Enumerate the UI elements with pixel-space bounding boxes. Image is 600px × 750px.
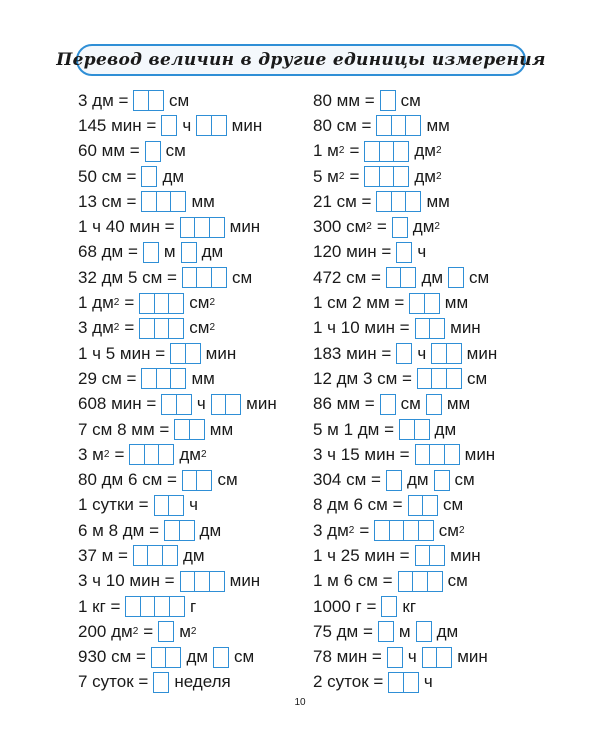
exercise-text: 1 ч 10 мин = [313,318,410,338]
answer-box[interactable] [416,621,432,642]
answer-box[interactable] [141,166,157,187]
exercise-text: 80 дм 6 см = [78,470,177,490]
exercise-row [313,316,543,341]
exercise-text: 3 дм [313,520,349,540]
answer-box[interactable] [386,470,402,491]
exercise-text: 78 мин = [313,647,382,667]
exercise-text: см [469,267,490,287]
answer-box[interactable] [180,217,225,238]
exercise-text: 1000 г = [313,596,377,616]
answer-box[interactable] [415,545,446,566]
answer-box[interactable] [448,267,464,288]
answer-cell[interactable] [176,394,192,415]
exercise-text: дм [406,470,429,490]
exercise-row [78,670,310,695]
exercise-text: 3 ч 15 мин = [313,444,410,464]
answer-box[interactable] [434,470,450,491]
answer-box[interactable] [396,242,412,263]
answer-cell[interactable] [145,141,161,162]
answer-box[interactable] [422,647,453,668]
exercise-text: = [143,621,154,641]
answer-box[interactable] [417,368,462,389]
exercise-text: мм [191,191,215,211]
exercise-text: дм [182,545,205,565]
exercise-text: 2 суток = [313,672,384,692]
answer-box[interactable] [196,115,227,136]
answer-cell[interactable] [429,545,445,566]
exercise-text: 3 ч 10 мин = [78,571,175,591]
exercise-row [313,569,543,594]
answer-box[interactable] [158,621,174,642]
exercise-row [313,670,543,695]
exercise-text: м [398,621,411,641]
exercise-text: 37 м = [78,545,128,565]
answer-box[interactable] [125,596,185,617]
exercise-text: мин [450,318,481,338]
answer-box[interactable] [139,293,184,314]
answer-box[interactable] [141,368,186,389]
exercise-row [78,543,310,568]
exercise-text: 29 см = [78,368,137,388]
exercise-text: 1 ч 40 мин = [78,217,175,237]
answer-box[interactable] [398,571,443,592]
exercise-text: 5 м 1 дм = [313,419,395,439]
answer-box[interactable] [161,394,192,415]
page-title: Перевод величин в другие единицы измерения [56,50,546,70]
exercise-text: мин [466,343,498,363]
answer-cell[interactable] [169,596,185,617]
exercise-text: мин [205,343,237,363]
answer-box[interactable] [415,318,446,339]
exercise-text: дм [434,419,457,439]
left-exercise-column [78,88,310,695]
answer-cell[interactable] [209,571,225,592]
answer-cell[interactable] [141,166,157,187]
exercise-row [78,139,310,164]
exercise-text: 13 см = [78,191,137,211]
exercise-text: мин [229,217,261,237]
answer-box[interactable] [409,293,440,314]
exercise-row [78,189,310,214]
answer-cell[interactable] [393,141,409,162]
exercise-text: 8 дм 6 см = [313,495,403,515]
exercise-text: ч [182,115,192,135]
exercise-row [313,290,543,315]
answer-box[interactable] [376,115,421,136]
exercise-text: 930 см = [78,647,146,667]
exercise-text: см [400,90,421,110]
exercise-text: см [466,368,488,388]
answer-box[interactable] [408,495,439,516]
exercise-text: 1 м [313,141,339,161]
answer-cell[interactable] [400,267,416,288]
answer-box[interactable] [396,343,412,364]
answer-cell[interactable] [143,242,159,263]
answer-box[interactable] [174,419,205,440]
answer-cell[interactable] [429,318,445,339]
exercise-text: 120 мин = [313,242,392,262]
exercise-row: 300 см 2 = дм 2 [313,217,440,237]
exercise-row [78,240,310,265]
answer-box[interactable] [182,267,227,288]
answer-cell[interactable] [161,115,177,136]
answer-cell[interactable] [386,470,402,491]
exercise-text: 32 дм 5 см = [78,267,177,287]
exercise-text: 304 см = [313,470,381,490]
exercise-row [78,214,310,239]
exercise-row: 3 м 2 = дм 2 [78,444,207,464]
exercise-text: 86 мм = [313,394,375,414]
answer-box[interactable] [426,394,442,415]
exercise-text: мм [209,419,234,439]
answer-box[interactable] [380,394,396,415]
exercise-text: 1 ч 5 мин = [78,343,166,363]
answer-cell[interactable] [158,444,174,465]
exercise-row [313,341,543,366]
exercise-row: 200 дм 2 = м 2 [78,621,197,641]
exercise-row [313,493,543,518]
exercise-row: 5 м 2 = дм 2 [313,166,442,186]
answer-cell[interactable] [436,647,452,668]
exercise-text: = [349,166,360,186]
exercise-text: мм [444,293,469,313]
exercise-text: см [400,394,421,414]
exercise-row [78,569,310,594]
exercise-text: мин [246,394,277,414]
answer-cell[interactable] [165,647,181,668]
exercise-text: 145 мин = [78,115,157,135]
exercise-text: неделя [174,672,231,692]
exercise-text: 3 м [78,444,104,464]
answer-box[interactable] [381,596,397,617]
exercise-text: 472 см = [313,267,381,287]
exercise-row [313,392,543,417]
exercise-row [313,240,543,265]
exercise-text: 3 дм [78,318,114,338]
answer-box[interactable] [364,141,409,162]
answer-cell[interactable] [168,318,184,339]
exercise-row [313,113,543,138]
exercise-text: см [454,470,475,490]
exercise-text: 60 мм = [78,141,140,161]
answer-box[interactable] [133,90,164,111]
answer-box[interactable] [133,545,178,566]
exercise-text: мм [426,191,450,211]
exercise-row: 3 дм 2 = см 2 [78,318,216,338]
answer-cell[interactable] [153,672,169,693]
exercise-text: см [438,520,459,540]
answer-cell[interactable] [405,115,421,136]
exercise-text: см [217,470,238,490]
exercise-text: 608 мин = [78,394,157,414]
answer-box[interactable] [415,444,460,465]
exercise-text: г [189,596,197,616]
exercise-text: см [168,90,190,110]
answer-cell[interactable] [434,470,450,491]
answer-box[interactable] [139,318,184,339]
answer-box[interactable] [151,647,182,668]
answer-cell[interactable] [189,419,205,440]
exercise-row [78,341,310,366]
answer-cell[interactable] [403,672,419,693]
exercise-row [78,518,310,543]
exercise-text: мм [446,394,471,414]
exercise-text: см [443,495,464,515]
exercise-text: 50 см = [78,166,137,186]
exercise-text: 3 дм = [78,90,129,110]
answer-box[interactable] [387,647,403,668]
answer-cell[interactable] [380,90,396,111]
answer-cell[interactable] [444,444,460,465]
answer-cell[interactable] [446,343,462,364]
exercise-text: 80 см = [313,115,372,135]
exercise-text: дм [412,217,435,237]
answer-cell[interactable] [209,217,225,238]
exercise-text: 1 см 2 мм = [313,293,405,313]
answer-box[interactable] [399,419,430,440]
answer-box[interactable] [378,621,394,642]
exercise-text: 1 кг = [78,596,121,616]
exercise-text: дм [179,444,201,464]
exercise-text: 12 дм 3 см = [313,368,412,388]
exercise-text: 1 м 6 см = [313,571,393,591]
answer-box[interactable] [145,141,161,162]
exercise-row [78,645,310,670]
exercise-row [78,417,310,442]
answer-box[interactable] [364,166,409,187]
exercise-row [313,645,543,670]
answer-cell[interactable] [393,166,409,187]
answer-cell[interactable] [148,90,164,111]
answer-cell[interactable] [168,293,184,314]
exercise-row: 1 дм 2 = см 2 [78,293,216,313]
answer-box[interactable] [431,343,462,364]
exercise-row [313,189,543,214]
exercise-row [78,164,310,189]
exercise-text: 21 см = [313,191,372,211]
exercise-text: мин [457,647,488,667]
exercise-text: = [349,141,360,161]
answer-box[interactable] [164,520,195,541]
answer-cell[interactable] [211,115,227,136]
answer-box[interactable] [388,672,419,693]
answer-box[interactable] [374,520,434,541]
exercise-text: мин [231,115,263,135]
exercise-text: 200 дм [78,621,133,641]
exercise-text: кг [402,596,417,616]
title-banner [56,44,546,76]
exercise-text: = [376,217,387,237]
exercise-text: 7 см 8 мм = [78,419,170,439]
answer-cell[interactable] [162,545,178,566]
exercise-text: мин [450,545,481,565]
answer-cell[interactable] [416,621,432,642]
answer-cell[interactable] [424,293,440,314]
exercise-row [78,467,310,492]
exercise-text: м [179,621,191,641]
exercise-text: ч [196,394,206,414]
answer-cell[interactable] [426,394,442,415]
exercise-row [78,493,310,518]
answer-cell[interactable] [422,495,438,516]
exercise-text: дм [414,166,436,186]
exercise-text: 183 мин = [313,343,392,363]
exercise-text: дм [414,141,436,161]
exercise-text: см [447,571,468,591]
exercise-row [78,594,310,619]
answer-cell[interactable] [396,242,412,263]
answer-box[interactable] [170,343,201,364]
exercise-row [313,265,543,290]
exercise-text: 75 дм = [313,621,373,641]
exercise-row [78,113,310,138]
exercise-text: = [124,318,135,338]
exercise-text: ч [417,343,427,363]
exercise-text: дм [186,647,209,667]
exercise-text: ч [407,647,417,667]
exercise-row [78,366,310,391]
exercise-text: см [231,267,253,287]
answer-cell[interactable] [387,647,403,668]
exercise-text: мм [426,115,450,135]
answer-cell[interactable] [378,621,394,642]
answer-cell[interactable] [396,343,412,364]
exercise-row [313,543,543,568]
exercise-text: дм [421,267,444,287]
exercise-text: 300 см [313,217,367,237]
answer-box[interactable] [376,191,421,212]
answer-cell[interactable] [213,647,229,668]
answer-cell[interactable] [446,368,462,389]
exercise-text: мм [191,368,215,388]
exercise-text: дм [436,621,459,641]
exercise-text: дм [162,166,185,186]
exercise-text: = [359,520,370,540]
answer-box[interactable] [153,672,169,693]
exercise-text: 1 дм [78,293,114,313]
exercise-text: м [163,242,176,262]
exercise-text: 1 сутки = [78,495,149,515]
exercise-text: = [124,293,135,313]
exercise-text: см [165,141,186,161]
exercise-row [313,619,543,644]
exercise-text: 1 ч 25 мин = [313,545,410,565]
exercise-row [313,442,543,467]
answer-cell[interactable] [427,571,443,592]
exercise-row [313,594,543,619]
exercise-row [78,392,310,417]
answer-box[interactable] [141,191,186,212]
exercise-text: 80 мм = [313,90,375,110]
exercise-row [313,467,543,492]
answer-cell[interactable] [448,267,464,288]
answer-cell[interactable] [179,520,195,541]
answer-box[interactable] [211,394,242,415]
answer-cell[interactable] [185,343,201,364]
answer-box[interactable] [386,267,417,288]
exercise-text: ч [417,242,427,262]
answer-cell[interactable] [418,520,434,541]
exercise-text: 5 м [313,166,339,186]
exercise-row: 1 м 2 = дм 2 [313,141,442,161]
exercise-row [78,265,310,290]
exercise-text: ч [423,672,433,692]
answer-cell[interactable] [168,495,184,516]
answer-cell[interactable] [196,470,212,491]
exercise-text: мин [229,571,261,591]
exercise-row [313,366,543,391]
answer-box[interactable] [143,242,159,263]
exercise-row: 3 дм 2 = см 2 [313,520,465,540]
answer-cell[interactable] [181,242,197,263]
answer-box[interactable] [392,217,408,238]
answer-cell[interactable] [158,621,174,642]
answer-cell[interactable] [405,191,421,212]
exercise-text: 68 дм = [78,242,138,262]
answer-box[interactable] [154,495,185,516]
answer-cell[interactable] [381,596,397,617]
exercise-text: дм [199,520,222,540]
answer-cell[interactable] [414,419,430,440]
page-number: 10 [294,697,306,708]
answer-box[interactable] [161,115,177,136]
answer-box[interactable] [180,571,225,592]
exercise-text: см [189,293,210,313]
answer-box[interactable] [213,647,229,668]
exercise-text: дм [201,242,224,262]
exercise-text: см [189,318,210,338]
exercise-text: 7 суток = [78,672,149,692]
answer-cell[interactable] [392,217,408,238]
answer-cell[interactable] [380,394,396,415]
exercise-text: ч [189,495,198,515]
exercise-row [313,88,543,113]
exercise-text: = [114,444,125,464]
answer-box[interactable] [181,242,197,263]
exercise-row [313,417,543,442]
answer-cell[interactable] [170,191,186,212]
answer-box[interactable] [182,470,213,491]
answer-cell[interactable] [211,267,227,288]
right-exercise-column [313,88,543,695]
exercise-row [78,88,310,113]
answer-cell[interactable] [170,368,186,389]
exercise-text: см [234,647,255,667]
answer-cell[interactable] [225,394,241,415]
exercise-text: мин [464,444,496,464]
answer-box[interactable] [129,444,174,465]
answer-box[interactable] [380,90,396,111]
exercise-text: 6 м 8 дм = [78,520,160,540]
